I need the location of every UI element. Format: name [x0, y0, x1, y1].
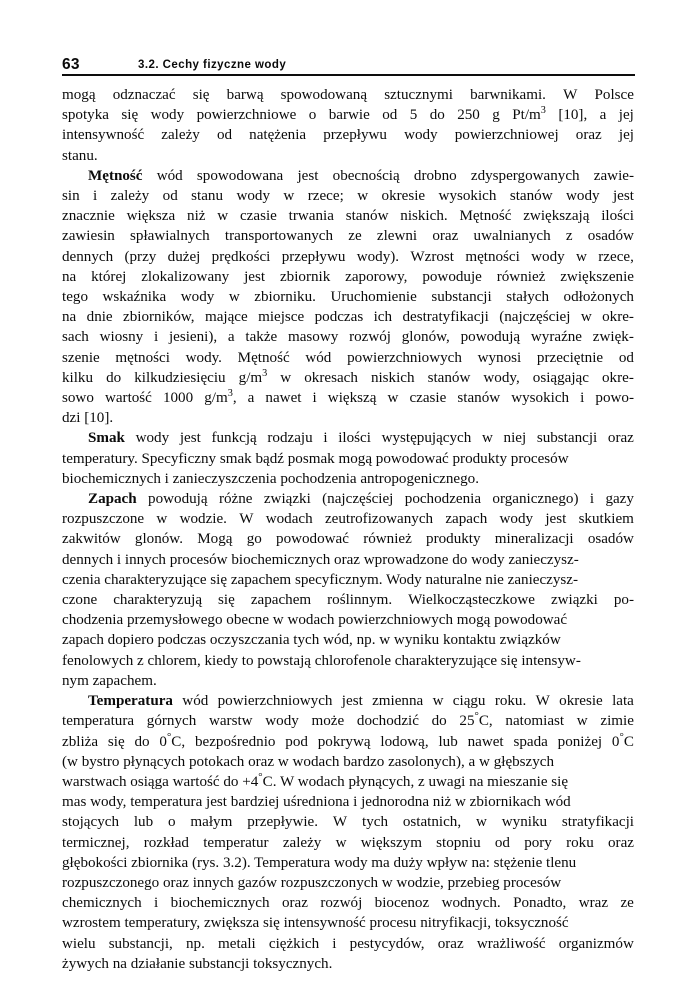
term-smak: Smak: [88, 430, 125, 447]
text-line: sowo wartość 1000 $g/m^3$, a nawet i większą w czasie stanów wysokich i powo-: [62, 388, 634, 407]
paragraph-temperatura: [62, 691, 634, 974]
text-line: na dnie zbiorników, mające miejsce podczas ich destratyfikacji (najczęściej w okre-: [62, 309, 634, 326]
text-line: tego wskaźnika wody w zbiorniku. Uruchomienie substancji stałych odłożonych: [62, 289, 634, 306]
paragraph-barwa-continued: [62, 85, 634, 166]
text-line: temperatury. Specyficzny smak bądź posmak mogą powodować produkty procesów: [62, 450, 569, 467]
text-line: wielu substancji, np. metali ciężkich i pestycydów, oraz wrażliwość organizmów: [62, 935, 634, 952]
page-number: 63: [62, 55, 80, 73]
body-text: [62, 85, 634, 974]
text-line: żywych na działanie substancji toksycznych.: [62, 955, 333, 972]
text-line: Smak wody jest funkcją rodzaju i ilości występujących w niej substancji oraz: [88, 430, 634, 447]
text-line: zapach dopiero podczas oczyszczania tych wód, np. w wyniku kontaktu związków: [62, 632, 561, 649]
text-line: sach wiosny i jesieni), a także masowy rozwój glonów, powodują wyraźne zwięk-: [62, 329, 634, 346]
text-line: fenolowych z chlorem, kiedy to powstają chlorofenole charakteryzujące się intensyw-: [62, 652, 581, 669]
text-line: Mętność wód spowodowana jest obecnością drobno zdyspergowanych zawie-: [88, 167, 634, 184]
text-line: wzrostem temperatury, zwiększa się intensywność procesu nitryfikacji, toksyczność: [62, 915, 569, 932]
running-head: [62, 46, 635, 72]
text-line: termicznej, rozkład temperatur zależy w większym stopniu od pory roku oraz: [62, 834, 634, 851]
text-line: intensywność zależy od natężenia przepływu wody powierzchniowej oraz jej: [62, 127, 634, 144]
text-line: dennych i innych procesów biochemicznych oraz wprowadzone do wody zanieczysz-: [62, 551, 579, 568]
text-line: rozpuszczone w wodzie. W wodach zeutrofizowanych zapach wody jest skutkiem: [62, 511, 634, 528]
text-line: zbliża się do 0°C, bezpośrednio pod pokrywą lodową, lub nawet spada poniżej 0°C: [62, 730, 634, 750]
paragraph-metnosc: [62, 166, 634, 429]
term-zapach: Zapach: [88, 491, 137, 508]
text-line: biochemicznych i zanieczyszczenia pochodzenia antropogenicznego.: [62, 470, 479, 487]
text-line: znacznie większa niż w czasie trwania stanów niskich. Mętność zwiększają ilości: [62, 208, 634, 225]
text-line: spotyka się wody powierzchniowe o barwie od 5 do 250 g $Pt/m^3$ [10], a jej: [62, 105, 634, 124]
text-line: nym zapachem.: [62, 672, 157, 689]
text-line: warstwach osiąga wartość do +4°C. W wodach płynących, z uwagi na mieszanie się: [62, 770, 569, 790]
text-line: szenie mętności wody. Mętność wód powierzchniowych wynosi przeciętnie od: [62, 349, 634, 366]
term-metnosc: Mętność: [88, 167, 143, 184]
text-line: czone charakteryzują się zapachem roślinnym. Wielkocząsteczkowe związki po-: [62, 592, 634, 609]
text-line: Zapach powodują różne związki (najczęściej pochodzenia organicznego) i gazy: [88, 491, 634, 508]
text-line: mogą odznaczać się barwą spowodowaną sztucznymi barwnikami. W Polsce: [62, 87, 634, 103]
text-line: temperatura górnych warstw wody może dochodzić do 25°C, natomiast w zimie: [62, 710, 634, 730]
text-line: na której zlokalizowany jest zbiornik zaporowy, powoduje również zwiększenie: [62, 268, 634, 285]
text-line: zawiesin spławialnych transportowanych ze zlewni oraz uwalnianych z osadów: [62, 228, 634, 245]
paragraph-smak: [62, 428, 634, 489]
paragraph-zapach: [62, 489, 634, 691]
text-line: stanu.: [62, 147, 98, 164]
term-temperatura: Temperatura: [88, 693, 173, 710]
text-line: czenia charakteryzujące się zapachem specyficznym. Wody naturalne nie zanieczysz-: [62, 571, 579, 588]
text-line: chemicznych i biochemicznych oraz rozwój biocenoz wodnych. Ponadto, wraz ze: [62, 895, 634, 912]
text-line: rozpuszczonego oraz innych gazów rozpuszczonych w wodzie, przebieg procesów: [62, 874, 562, 891]
text-line: kilku do kilkudziesięciu $g/m^3$ w okresach niskich stanów wody, osiągając okre-: [62, 367, 634, 386]
text-line: dzi [10].: [62, 410, 114, 427]
text-line: dennych (przy dużej prędkości przepływu wody). Wzrost mętności wody w rzece,: [62, 248, 634, 265]
text-line: głębokości zbiornika (rys. 3.2). Temperatura wody ma duży wpływ na: stężenie tlenu: [62, 854, 577, 871]
text-line: mas wody, temperatura jest bardziej uśredniona i jednorodna niż w zbiornikach wód: [62, 794, 571, 811]
text-line: chodzenia przemysłowego obecne w wodach powierzchniowych mogą powodować: [62, 612, 568, 629]
section-title: 3.2. Cechy fizyczne wody: [138, 58, 287, 71]
text-line: stojących lub o małym przepływie. W tych ostatnich, w wyniku stratyfikacji: [62, 814, 634, 831]
text-line: sin i zależy od stanu wody w rzece; w okresie wysokich stanów wody jest: [62, 188, 634, 205]
text-line: Temperatura wód powierzchniowych jest zmienna w ciągu roku. W okresie lata: [88, 693, 634, 710]
text-line: zakwitów glonów. Mogą go powodować również produkty mineralizacji osadów: [62, 531, 634, 548]
header-rule: [62, 74, 635, 76]
text-line: (w bystro płynących potokach oraz w wodach bardzo zasolonych), a w głębszych: [62, 753, 555, 770]
